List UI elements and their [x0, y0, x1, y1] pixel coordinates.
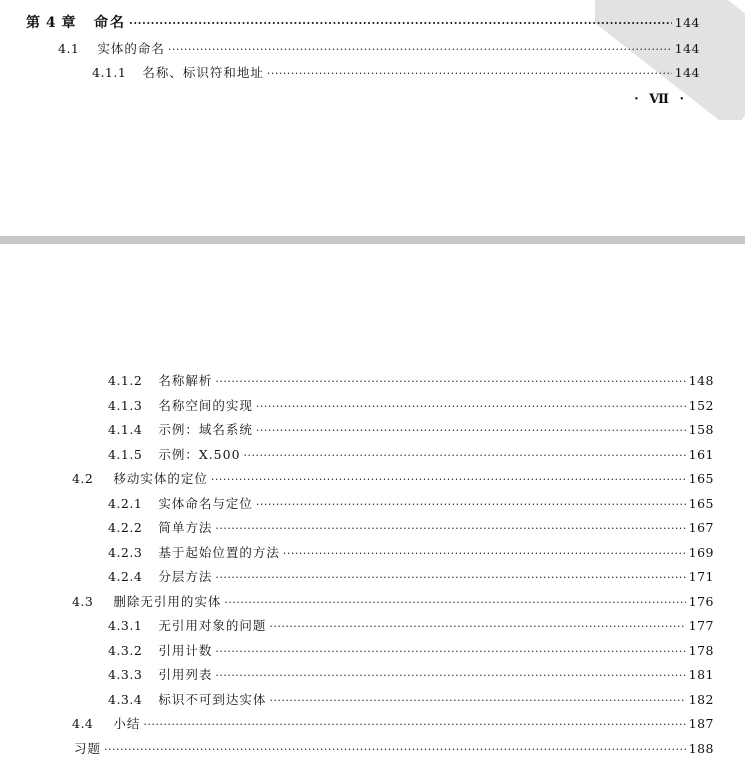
entry-number: 4.2 — [72, 471, 94, 486]
leader-dots — [143, 717, 685, 733]
entry-title: 示例：域名系统 — [158, 422, 253, 437]
leader-dots — [104, 742, 686, 758]
leader-dots — [256, 423, 686, 439]
toc-entry-row[interactable] — [108, 422, 714, 439]
entry-number: 4.3 — [72, 593, 94, 609]
page-number: 171 — [688, 569, 714, 584]
chapter-title: 命名 — [94, 15, 126, 31]
leader-dots — [129, 16, 672, 32]
leader-dots — [215, 374, 685, 390]
toc-chapter-4[interactable] — [26, 15, 700, 32]
toc-entry-row[interactable] — [72, 716, 714, 733]
toc-entry-row[interactable] — [108, 692, 714, 709]
page-number: 161 — [688, 446, 714, 462]
section-title: 实体的命名 — [97, 41, 165, 56]
entry-title: 删除无引用的实体 — [113, 593, 222, 609]
leader-dots — [267, 66, 672, 82]
page-number: 165 — [688, 471, 714, 486]
entry-title: 引用列表 — [158, 667, 213, 682]
entry-title: 移动实体的定位 — [113, 471, 208, 486]
entry-number: 4.1.4 — [108, 422, 143, 437]
leader-dots — [269, 693, 685, 709]
entry-title: 标识不可到达实体 — [158, 691, 267, 707]
toc-entry-row[interactable] — [108, 447, 714, 464]
leader-dots — [256, 497, 686, 513]
section-number: 4.1 — [58, 41, 80, 56]
entry-number: 4.2.4 — [108, 569, 143, 584]
leader-dots — [215, 668, 685, 684]
page-number: 182 — [688, 691, 714, 707]
leader-dots — [244, 448, 686, 464]
page-number: 176 — [688, 593, 714, 609]
entry-title: 基于起始位置的方法 — [158, 544, 280, 560]
toc-entry-row[interactable] — [108, 373, 714, 390]
entry-number: 4.1.5 — [108, 446, 143, 462]
toc-entry-row[interactable] — [72, 471, 714, 488]
toc-entry-row[interactable] — [108, 618, 714, 635]
entry-number: 4.3.2 — [108, 642, 143, 658]
toc-section-4-1[interactable] — [58, 41, 700, 58]
entry-title: 名称空间的实现 — [158, 397, 253, 413]
toc-entry-row[interactable] — [108, 569, 714, 586]
page-number: 152 — [688, 397, 714, 413]
entry-number: 4.2.1 — [108, 495, 143, 511]
entry-title: 简单方法 — [158, 520, 213, 535]
entry-title: 名称解析 — [158, 373, 213, 388]
toc-entry-row[interactable] — [72, 594, 714, 611]
page-number: 144 — [674, 41, 700, 56]
page-number: 144 — [674, 65, 700, 80]
toc-entry-row[interactable] — [108, 398, 714, 415]
toc-page-bottom — [0, 244, 745, 770]
subsection-title: 名称、标识符和地址 — [142, 65, 264, 80]
page-number: 158 — [688, 422, 714, 437]
page-number: 167 — [688, 520, 714, 535]
leader-dots — [215, 521, 685, 537]
page-number: 144 — [674, 15, 700, 30]
leader-dots — [215, 570, 685, 586]
entry-title: 引用计数 — [158, 642, 213, 658]
leader-dots — [215, 644, 685, 660]
entry-number: 4.1.3 — [108, 397, 143, 413]
page-number: 177 — [688, 618, 714, 633]
toc-entry-row[interactable] — [74, 741, 714, 758]
leader-dots — [269, 619, 685, 635]
leader-dots — [168, 42, 672, 58]
subsection-number: 4.1.1 — [92, 65, 127, 80]
page-number: 148 — [688, 373, 714, 388]
entry-title: 习题 — [74, 740, 102, 756]
entry-number: 4.3.1 — [108, 618, 143, 633]
entry-title: 小结 — [113, 716, 141, 731]
entry-number: 4.1.2 — [108, 373, 143, 388]
entry-title: 分层方法 — [158, 569, 213, 584]
chapter-label: 第 4 章 — [26, 15, 76, 31]
entry-number: 4.4 — [72, 716, 94, 731]
toc-entry-row[interactable] — [108, 520, 714, 537]
entry-number: 4.2.2 — [108, 520, 143, 535]
entry-number: 4.3.3 — [108, 667, 143, 682]
page-number: 165 — [688, 495, 714, 511]
page-number: 178 — [688, 642, 714, 658]
entry-number: 4.3.4 — [108, 691, 143, 707]
leader-dots — [224, 595, 685, 611]
page-separator — [0, 236, 745, 244]
entry-title: 实体命名与定位 — [158, 495, 253, 511]
leader-dots — [256, 399, 686, 415]
leader-dots — [283, 546, 686, 562]
leader-dots — [211, 472, 686, 488]
page-number: 169 — [688, 544, 714, 560]
toc-subsection-4-1-1[interactable] — [92, 65, 700, 82]
page-number: 188 — [688, 740, 714, 756]
toc-entry-row[interactable] — [108, 667, 714, 684]
toc-entry-row[interactable] — [108, 545, 714, 562]
entry-title: 无引用对象的问题 — [158, 618, 267, 633]
page-number: 181 — [688, 667, 714, 682]
entry-title: 示例：X.500 — [158, 446, 241, 462]
toc-entry-row[interactable] — [108, 643, 714, 660]
page-number: 187 — [688, 716, 714, 731]
toc-page-top — [0, 0, 745, 236]
roman-page-marker: · Ⅶ · — [634, 92, 687, 107]
entry-number: 4.2.3 — [108, 544, 143, 560]
toc-entry-row[interactable] — [108, 496, 714, 513]
